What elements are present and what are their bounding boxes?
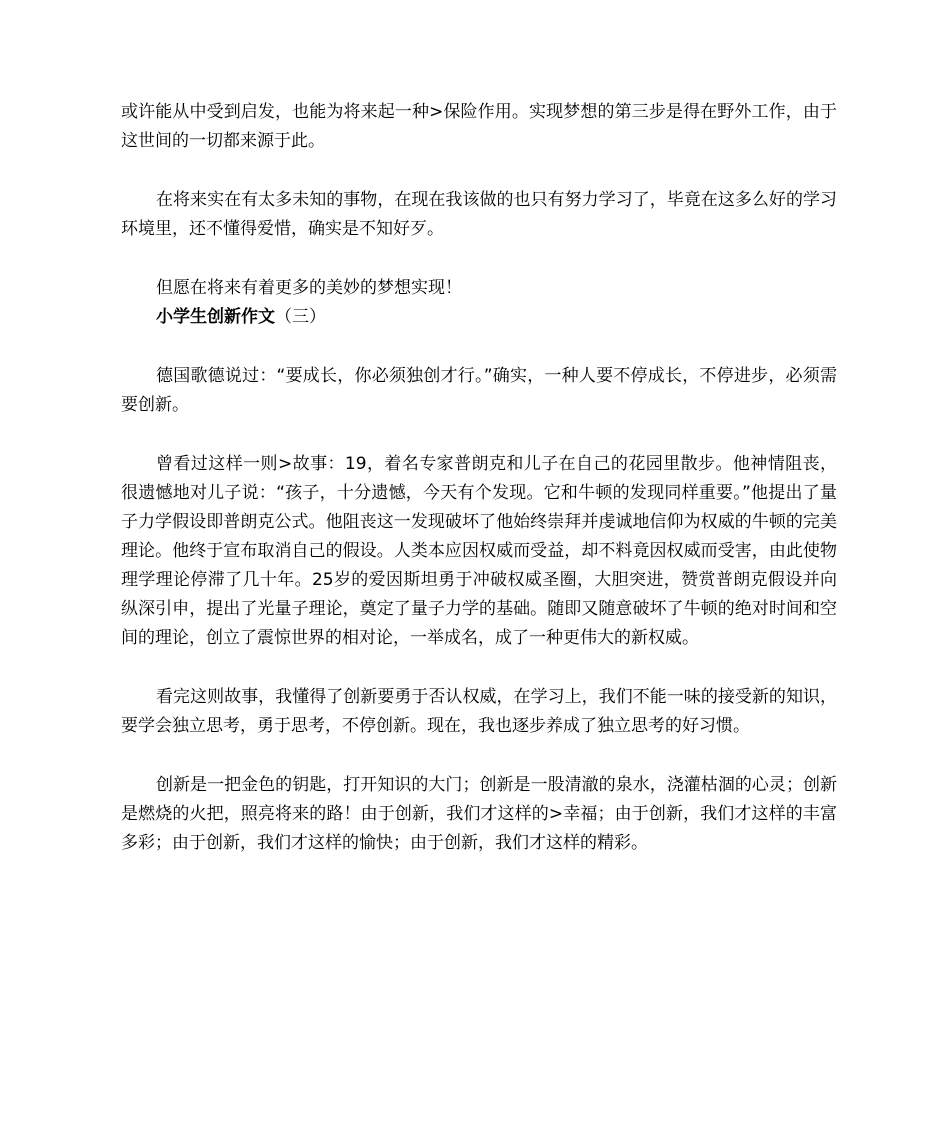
paragraph-future-study: 在将来实在有太多未知的事物，在现在我该做的也只有努力学习了，毕竟在这多么好的学习环境里，还不懂得爱惜，确实是不知好歹。	[121, 190, 837, 239]
section-heading	[121, 303, 837, 332]
document-page	[121, 98, 837, 858]
paragraph-planck-story: 曾看过这样一则>故事：19，着名专家普朗克和儿子在自己的花园里散步。他神情阻丧，很遗憾地对儿子说：“孩子，十分遗憾，今天有个发现。它和牛顿的发现同样重要。”他提出了量子力学假设即普朗克公式。他阻丧这一发现破坏了他始终崇拜并虔诚地信仰为权威的牛顿的完美理论。他终于宣布取消自己的假设。人类本应因权威而受益，却不料竟因权威而受害，由此使物理学理论停滞了几十年。25岁的爱因斯坦勇于冲破权威圣圈，大胆突进，赞赏普朗克假设并向纵深引申，提出了光量子理论，奠定了量子力学的基础。随即又随意破坏了牛顿的绝对时间和空间的理论，创立了震惊世界的相对论，一举成名，成了一种更伟大的新权威。	[121, 454, 837, 648]
paragraph-wish: 但愿在将来有着更多的美妙的梦想实现！	[156, 278, 462, 298]
paragraph-lesson: 看完这则故事，我懂得了创新要勇于否认权威，在学习上，我们不能一味的接受新的知识，要学会独立思考，勇于思考，不停创新。现在，我也逐步养成了独立思考的好习惯。	[121, 687, 837, 736]
paragraph-innovation-metaphor: 创新是一把金色的钥匙，打开知识的大门；创新是一股清澈的泉水，浇灌枯涸的心灵；创新是燃烧的火把，照亮将来的路！由于创新，我们才这样的>幸福；由于创新，我们才这样的丰富多彩；由于创新，我们才这样的愉快；由于创新，我们才这样的精彩。	[121, 775, 837, 853]
section-heading-title: 小学生创新作文	[156, 307, 275, 327]
paragraph-continuation: 或许能从中受到启发，也能为将来起一种>保险作用。实现梦想的第三步是得在野外工作，由于这世间的一切都来源于此。	[121, 102, 837, 151]
section-heading-number: （三）	[275, 307, 326, 327]
paragraph-goethe-quote: 德国歌德说过：“要成长，你必须独创才行。”确实，一种人要不停成长，不停进步，必须需要创新。	[121, 366, 837, 415]
